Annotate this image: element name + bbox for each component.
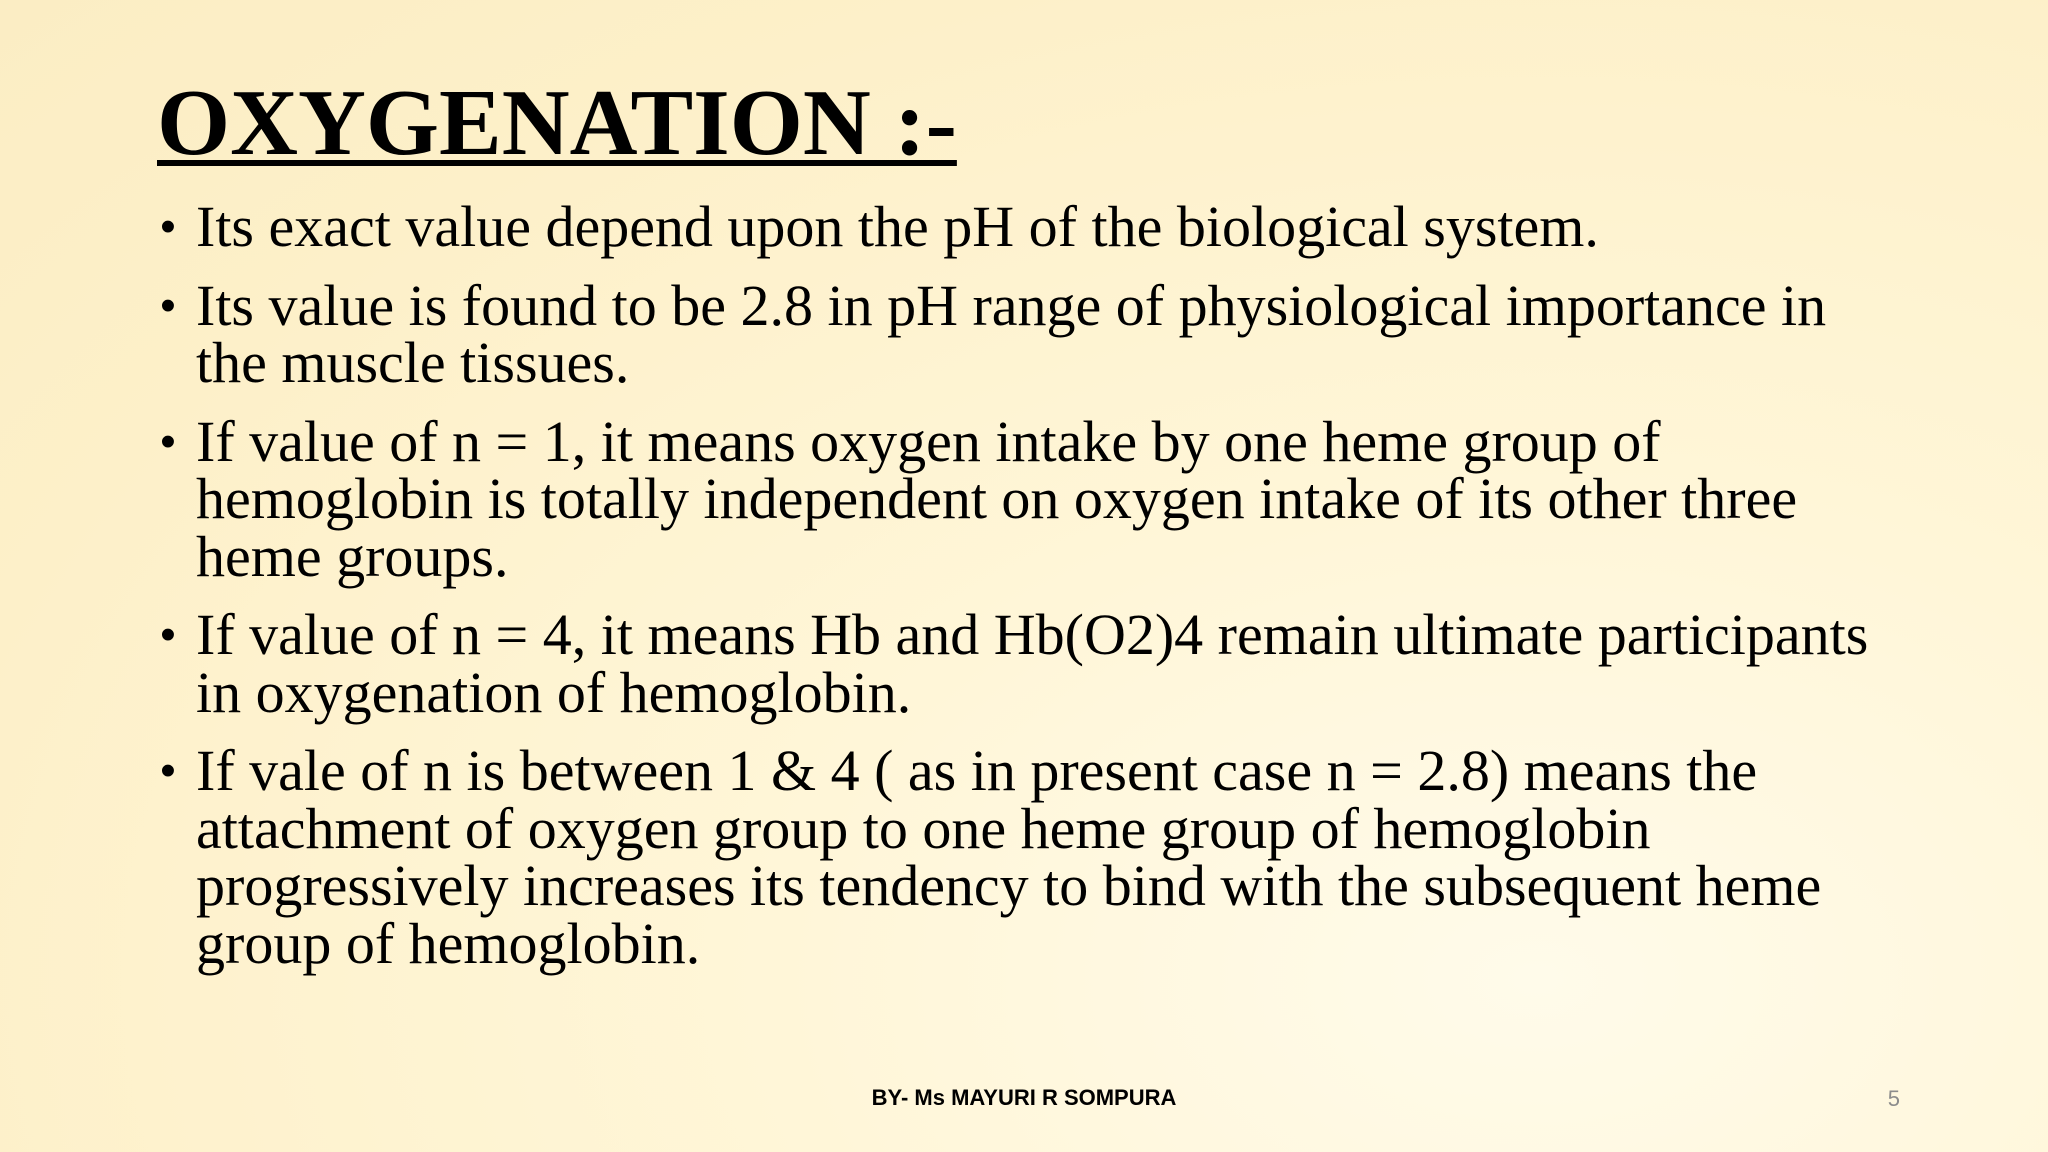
bullet-point-icon: • — [160, 202, 176, 251]
bullet-text: Its value is found to be 2.8 in pH range of physiological importance in the muscle tissues. — [196, 272, 1827, 395]
slide-title: OXYGENATION :- — [157, 71, 957, 175]
bullet-item — [148, 602, 1908, 725]
bullet-text: If value of n = 1, it means oxygen intake by one heme group of hemoglobin is totally independent on oxygen intake of its other three heme groups. — [196, 408, 1798, 589]
bullet-item — [148, 272, 1908, 395]
bullet-item — [148, 194, 1908, 259]
bullet-text: If value of n = 4, it means Hb and Hb(O2)4 remain ultimate participants in oxygenation of hemoglobin. — [196, 602, 1869, 725]
bullet-point-icon: • — [160, 746, 176, 795]
bullet-point-icon: • — [160, 416, 176, 466]
bullet-item — [148, 738, 1908, 976]
bullet-item — [148, 408, 1908, 589]
bullet-point-icon: • — [160, 610, 176, 659]
footer-author: BY- Ms MAYURI R SOMPURA — [871, 1085, 1177, 1110]
bullet-list — [148, 194, 1908, 993]
bullet-text: If vale of n is between 1 & 4 ( as in present case n = 2.8) means the attachment of oxygen group to one heme group of hemoglobin progressively increases its tendency to bind with the subsequent heme group of hemoglobin. — [196, 738, 1822, 976]
slide-number: 5 — [1887, 1086, 1900, 1111]
bullet-text: Its exact value depend upon the pH of the biological system. — [196, 194, 1599, 259]
bullet-point-icon: • — [160, 280, 176, 330]
